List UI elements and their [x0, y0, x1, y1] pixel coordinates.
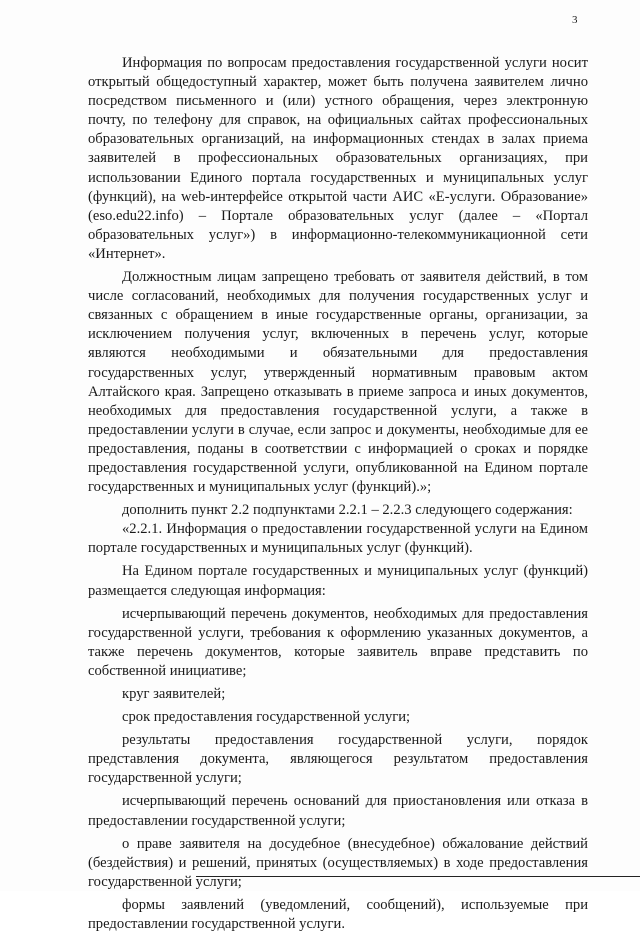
list-item-applicants: круг заявителей; [122, 686, 226, 702]
paragraph-portal-info-intro: На Едином портале государственных и муниципальных услуг (функций) размещается следующая информация: [88, 563, 588, 599]
list-item-results: результаты предоставления государственной услуги, порядок представления документа, являющегося результатом предоставления государственной услуги; [88, 732, 588, 787]
paragraph-info-access: Информация по вопросам предоставления государственной услуги носит открытый общедоступный характер, может быть получена заявителем лично посредством письменного и (или) устного обращения, через электронную почту, по телефону для справок, на официальных сайтах профессиональных образовательных организаций, на информационных стендах в залах приема заявителей в профессиональных образовательных организациях, при использовании Единого портала государственных и муниципальных услуг (функций), на web-интерфейсе открытой части АИС «Е-услуги. Образование» (eso.edu22.info) – Портале образовательных услуг (далее – «Портал образовательных услуг») в информационно-телекоммуникационной сети «Интернет». [88, 55, 588, 262]
list-item-application-forms: формы заявлений (уведомлений, сообщений), используемые при предоставлении государственной услуги. [88, 896, 588, 933]
document-body [88, 54, 588, 934]
list-item-documents: исчерпывающий перечень документов, необходимых для предоставления государственной услуги, требования к оформлению указанных документов, а также перечень документов, которые заявитель вправе представить по собственной инициативе; [88, 605, 588, 679]
paragraph-officials-prohibition: Должностным лицам запрещено требовать от заявителя действий, в том числе согласований, необходимых для получения государственных услуг и связанных с обращением в иные государственные органы, организации, за исключением получения услуг, включенных в перечень услуг, которые являются необходимыми и обязательными для предоставления государственных услуг, утвержденный нормативным правовым актом Алтайского края. Запрещено отказывать в приеме запроса и иных документов, необходимых для предоставления государственной услуги, а также в предоставлении услуги в случае, если запрос и документы, необходимые для ее предоставления, поданы в соответствии с информацией о сроках и порядке предоставления государственной услуги, опубликованной на Едином портале государственных и муниципальных услуг (функций).»; [88, 269, 588, 496]
page-number: 3 [572, 14, 578, 26]
list-item-appeal-right: о праве заявителя на досудебное (внесудебное) обжалование действий (бездействия) и решений, принятых (осуществляемых) в ходе предоставления государственной услуги; [88, 835, 588, 890]
list-item-term: срок предоставления государственной услуги; [122, 709, 411, 726]
paragraph-amend-clause: дополнить пункт 2.2 подпунктами 2.2.1 – 2.2.3 следующего содержания: [122, 502, 573, 519]
bottom-rule [196, 876, 640, 877]
list-item-refusal-grounds: исчерпывающий перечень оснований для приостановления или отказа в предоставлении государственной услуги; [88, 793, 588, 829]
paragraph-subclause-2-2-1: «2.2.1. Информация о предоставлении государственной услуги на Едином портале государственных и муниципальных услуг (функций). [88, 521, 588, 557]
